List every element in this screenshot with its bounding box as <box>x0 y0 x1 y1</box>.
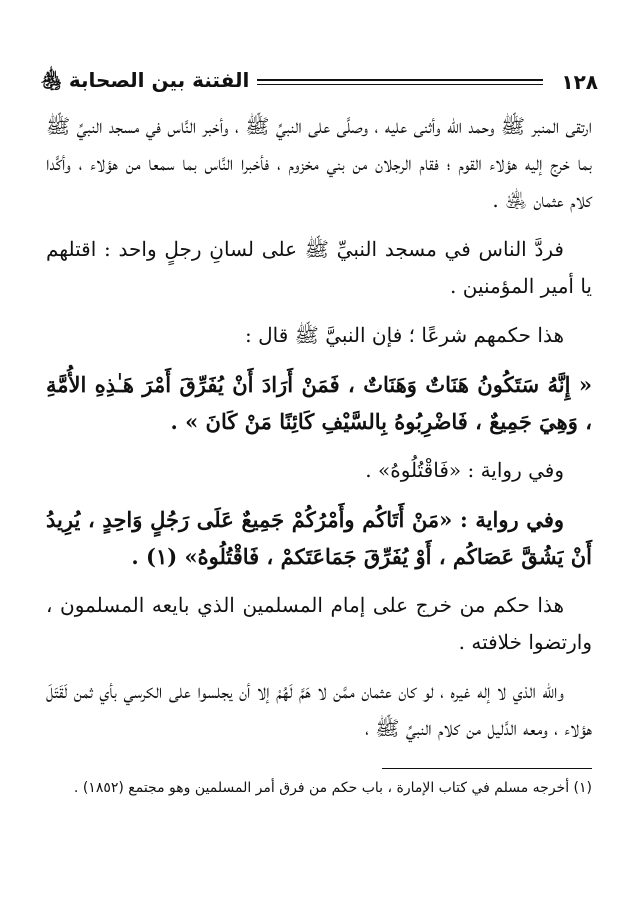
hadith-quote-1: « إِنَّهُ سَتَكُونُ هَنَاتٌ وَهَنَاتٌ ، فَمَنْ أَرَادَ أَنْ يُفَرِّقَ أَمْرَ هَـٰذِهِ الأُمَّةِ ، وَهِيَ جَمِيعٌ ، فَاضْرِبُوهُ بِالسَّيْفِ كَائِنًا مَنْ كَانَ » . <box>46 372 592 434</box>
footnote-divider <box>382 768 592 769</box>
body-text <box>46 108 592 759</box>
paragraph-5: والله الذي لا إله غيره ، لو كان عثمان ممَّن لا هَمَّ لَهُمْ إلا أن يجلسوا على الكرسي بأي ثمن لَقَتَلَ هؤلاء ، ومعه الدَّليل من كلام النبيِّ ﷺ ، <box>46 679 592 740</box>
paragraph-4: هذا حكم من خرج على إمام المسلمين الذي بايعه المسلمون ، وارتضوا خلافته . <box>46 593 592 654</box>
paragraph-3: هذا حكمهم شرعًا ؛ فإن النبيَّ ﷺ قال : <box>245 323 564 347</box>
paragraph-narration-1: وفي رواية : «فَاقْتُلُوهُ» . <box>365 458 564 482</box>
header-rule <box>257 79 543 85</box>
running-title: الفتنة بين الصحابة ﵃ <box>40 67 250 92</box>
paragraph-2: فردَّ الناس في مسجد النبيِّ ﷺ على لسانِ رجلٍ واحد : اقتلهم يا أمير المؤمنين . <box>46 237 592 298</box>
running-header <box>40 62 598 102</box>
page-number: ١٢٨ <box>561 70 598 94</box>
footnote: (١) أخرجه مسلم في كتاب الإمارة ، باب حكم من فرق أمر المسلمين وهو مجتمع (١٨٥٢) . <box>73 780 592 796</box>
paragraph-1: ارتقى المنبر ﷺ وحمد الله وأثنى عليه ، وصلَّى على النبيِّ ﷺ ، وأخبر النَّاس في مسجد النبيِّ ﷺ بما خرج إليه هؤلاء القوم ؛ فقام الرجلان من بني مخزوم ، فأخبرا النَّاس بما سمعا من هؤلاء ، وأكَّدا كلام عثمان ﵁ . <box>46 114 592 212</box>
hadith-quote-2: وفي رواية : «مَنْ أَتَاكُم وأَمْرُكُمْ جَمِيعٌ عَلَى رَجُلٍ وَاحِدٍ ، يُرِيدُ أَنْ يَشُقَّ عَصَاكُم ، أَوْ يُفَرِّقَ جَمَاعَتَكمْ ، فَاقْتُلُوهُ» (١) . <box>46 507 592 569</box>
